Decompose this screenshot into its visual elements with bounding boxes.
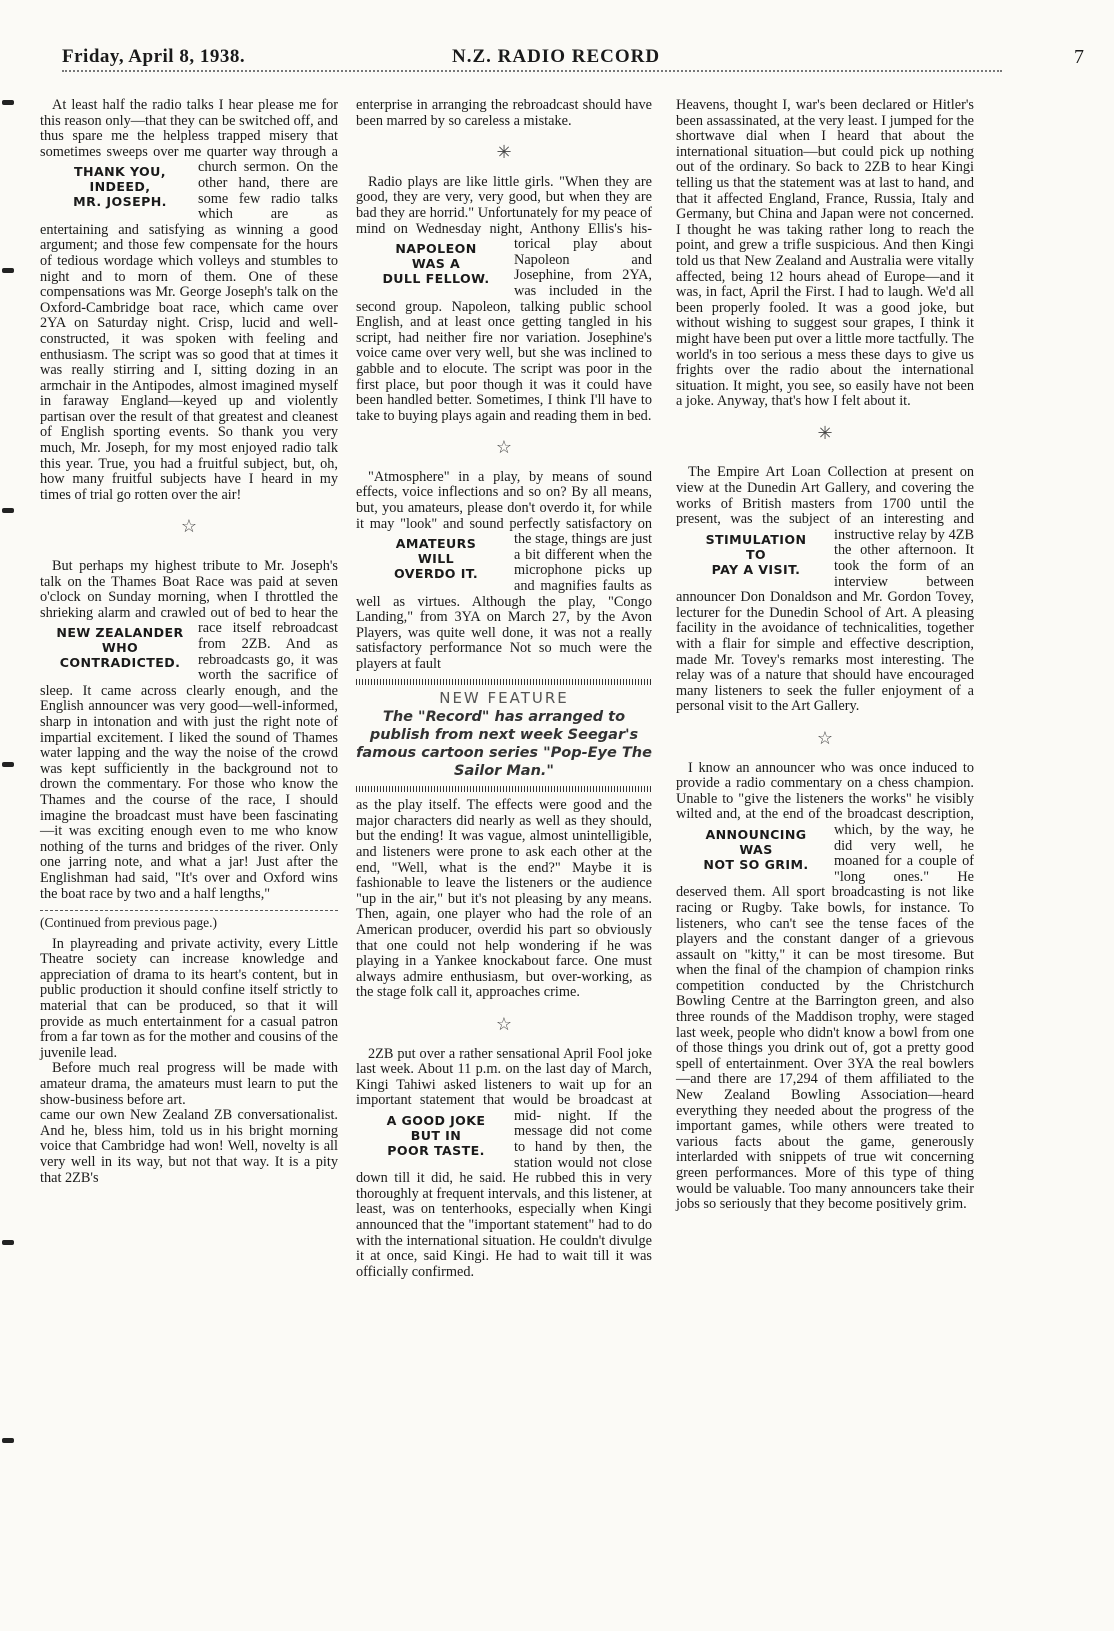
column-2 xyxy=(356,98,652,1280)
margin-mark xyxy=(2,1240,14,1245)
column-3 xyxy=(676,98,974,1213)
paragraph: Heavens, thought I, war's been declared or Hitler's been assassinated, at the very least. I jumped for the shortwave dial when I heard that about the international situation—but could pick up nothing out of the ordinary. So back to 2ZB to hear Kingi telling us that the statement was at last to hand, and that it affected England, France, Russia, Italy and Germany, but China and Japan were not concerned. I thought he was taking rather long to reach the point, and grew a trifle suspicious. And then Kingi told us that New Zealand and Australia were vitally affected, being 12 hours ahead of Europe—and it was, in fact, April the First. I had to laugh. We'd all been properly fooled. It was a good joke, but without wishing to suggest sour grapes, I think it might have been put over a little more tactfully. The world's in too serious a mess these days to give us frights over the radio about the international situation. It might, you see, so easily have not been a joke. Anyway, that's how I felt about it. xyxy=(676,97,974,410)
paragraph: At least half the radio talks I hear please me for this reason only—that they can be switched off, and thus spare me the helpless trapped misery that sometimes sweeps over me quarter way through THANK YOU, INDEED, MR. JOSEPH. a church sermon. On the other hand, there are some few radio talks which are as entertaining and satisfying as winning a good argument; and those few compensate for the hours of tedious wordage which volleys and stumbles to night and to morn of them. One of these compensations was Mr. George Joseph's talk on the Oxford-Cambridge boat race, which came over 2YA on Saturday night. Crisp, lucid and well-constructed, it was spoken with feeling and enthusiasm. The script was so good that at times it was really stirring and I, sitting dozing in an armchair in the Antipodes, almost imagined myself in faraway England—keyed up and violently partisan over the result of that greatest and cleanest of English sporting events. So thank you very much, Mr. Joseph, for my most enjoyed radio talk this year. True, you had a fruitful subject, but, oh, how many fruitful subjects have I heard in my times of trial go rotten over the air! xyxy=(40,97,338,503)
continued-note: (Continued from previous page.) xyxy=(40,910,338,931)
paragraph: enterprise in arranging the rebroadcast should have been marred by so careless a mistake. xyxy=(356,97,652,129)
margin-mark xyxy=(2,268,14,273)
paragraph: I know an announcer who was once induced to provide a radio commentary on a chess champion. Unable to "give the listeners the works" he visibly wilted and, at the end of the broadcast description, which, by ANNOUNCING WAS NOT SO GRIM. the way, he did very well, he moaned for a couple of "long ones." He deserved them. All sport broadcasting is not like racing or Rugby. Take bowls, for instance. To listeners, who can't see the tense faces of the players and the constant danger of a grievous assault on "kitty," it can be most tiresome. But when the final of the champion of champion rinks competition conducted by the Christchurch Bowling Centre at the Barrington green, and also three rounds of the Maddison trophy, were staged last week, people who didn't know a bowl from one of those things you drink out of, got a pretty good spell of entertainment. Over 3YA the real bowlers—and there are 17,294 of them affiliated to the New Zealand Bowling Association—heard everything they needed about the progress of the important games, while others were treated to various facts about the game, generously interlarded with snippets of true wit concerning green performances. More of this type of thing would be valuable. Too many announcers take their jobs so seriously that they become positively grim. xyxy=(676,759,974,1213)
side-heading: AMATEURS WILL OVERDO IT. xyxy=(393,536,479,582)
side-heading: STIMULATION TO PAY A VISIT. xyxy=(705,531,807,577)
paragraph: as the play itself. The effects were good and the major characters did nearly as well as they should, but the ending! It was vague, almost unintelligible, and listeners were prone to ask each other at the end, "Well, what is the end?" Maybe it is fashionable to leave the listeners or the audience "up in the air," but it's not pleasing by any means. Then, again, one player who had the role of an American producer, overdid his part so obviously that one could not help wondering if he was playing in a Yankee knockabout farce. One must always admire enthusiasm, but over-working, as the stage folk call it, approaches crime. xyxy=(356,797,652,1001)
margin-mark xyxy=(2,762,14,767)
star-divider: ☆ xyxy=(816,727,834,748)
masthead: N.Z. RADIO RECORD xyxy=(452,46,661,67)
paragraph: But perhaps my highest tribute to Mr. Joseph's talk on the Thames Boat Race was paid at seven o'clock on Sunday morning, when I throttled the shrieking alarm and crawled out of bed to hear the NEW ZEALANDER WHO CONTRADICTED. race itself rebroadcast from 2ZB. And as rebroadcasts go, it was worth the sacrifice of sleep. It came across clearly enough, and the English announcer was very good—well-informed, sharp in intonation and with just the right note of impartial excitement. I liked the sound of Thames water lapping and the way the noise of the crowd was kept sufficiently in the background not to drown the commentary. For those who know the Thames and the course of the race, I should imagine the broadcast must have been fascinating—it was exciting enough even to me who know nothing of the turns and bridges of the river. Only one jarring note, and what a jar! Just after the Englishman had said, "It's over and Oxford wins the boat race by two and a half lengths," xyxy=(40,558,338,902)
star-divider: ✳ xyxy=(817,422,833,443)
paragraph: came our own New Zealand ZB conversationalist. And he, bless him, told us in his bright morning voice that Cambridge had won! Well, novelty is all very well in its way, but not that way. It is a pity that 2ZB's xyxy=(40,1107,338,1186)
paragraph: 2ZB put over a rather sensational April Fool joke last week. About 11 p.m. on the last day of March, Kingi Tahiwi asked listeners to wait up for an important statement that would be broadcast at mid- A GOOD JOKE BUT IN POOR TASTE. night. If the message did not come to hand by then, the station would not close down till it did, he said. He rubbed this in very thoroughly at frequent intervals, and this listener, at least, was on tenterhooks, especially when Kingi announced that the "important statement" had to do with the international situation. He couldn't divulge it at once, said Kingi. He had to wait till it was officially confirmed. xyxy=(356,1045,652,1280)
side-heading: A GOOD JOKE BUT IN POOR TASTE. xyxy=(386,1112,486,1158)
side-heading: THANK YOU, INDEED, MR. JOSEPH. xyxy=(73,164,167,210)
side-heading: NAPOLEON WAS A DULL FELLOW. xyxy=(382,241,490,287)
side-heading: ANNOUNCING WAS NOT SO GRIM. xyxy=(703,826,809,872)
paragraph: Before much real progress will be made with amateur drama, the amateurs must learn to put the show-business before art. xyxy=(40,1060,338,1108)
page-header xyxy=(62,46,1084,72)
star-divider: ☆ xyxy=(495,1013,513,1034)
star-divider: ☆ xyxy=(180,516,198,537)
side-heading: NEW ZEALANDER WHO CONTRADICTED. xyxy=(56,625,184,671)
margin-mark xyxy=(2,1438,14,1443)
header-rule xyxy=(62,70,1002,72)
margin-mark xyxy=(2,100,14,105)
column-1 xyxy=(40,98,338,1186)
issue-date: Friday, April 8, 1938. xyxy=(62,46,246,67)
paragraph: The Empire Art Loan Collection at present on view at the Dunedin Art Gallery, and covering the works of British masters from 1700 until the present, was the subject of an interesting and instructive STIMULATION TO PAY A VISIT. relay by 4ZB the other afternoon. It took the form of an interview between announcer Don Donaldson and Mr. Gordon Tovey, lecturer for the Dunedin School of Art. A pleasing facility in the avoidance of technicalities, together with a flair for simple and effective description, made Mr. Tovey's remarks most interesting. The relay was of a nature that should have encouraged many listeners to seek the fuller enjoyment of a personal visit to the Art Gallery. xyxy=(676,464,975,715)
paragraph: Radio plays are like little girls. "When they are good, they are very, very good, but when they are bad they are horrid." Unfortunately for my peace of mind on Wednesday night, Anthony Ellis's his- NAPOLEON WAS A DULL FELLOW. torical play about Napoleon and Josephine, from 2YA, was included in the second group. Napoleon, talking public school English, and at least once getting tangled in his script, had neither fire nor variation. Josephine's voice came over very well, but she was inclined to gabble and to elocute. The script was poor in the first place, but poor though it was it could have been handled better. Sometimes, I think I'll have to take to buying plays again and reading them in bed. xyxy=(356,173,652,424)
star-divider: ✳ xyxy=(496,142,512,163)
dotted-rule xyxy=(356,679,652,685)
dotted-rule xyxy=(356,786,652,792)
new-feature-title: NEW FEATURE xyxy=(439,688,569,707)
paragraph: In playreading and private activity, every Little Theatre society can increase knowledge and appreciation of drama to its heart's content, but in public production it should confine itself strictly to material that can be produced, so that it will provide as much entertainment for a casual patron from a far town as for the mother and cousins of the juvenile lead. xyxy=(40,935,338,1061)
star-divider: ☆ xyxy=(495,437,513,458)
page-number: 7 xyxy=(1074,46,1084,68)
paragraph: "Atmosphere" in a play, by means of sound effects, voice inflections and so on? By all means, but, you amateurs, please don't overdo it, for while it may "look" and sound perfectly satisfactory on the AMATEURS WILL OVERDO IT. stage, things are just a bit different when the microphone picks up and magnifies faults as well as virtues. Although the play, "Congo Landing," from 3YA on March 27, by the Avon Players, was quite well done, it was not a really satisfactory performance Not so much were the players at fault xyxy=(356,468,652,672)
margin-mark xyxy=(2,508,14,513)
new-feature-body: The "Record" has arranged to publish from next week Seegar's famous cartoon series "Pop-Eye The Sailor Man." xyxy=(356,709,652,780)
